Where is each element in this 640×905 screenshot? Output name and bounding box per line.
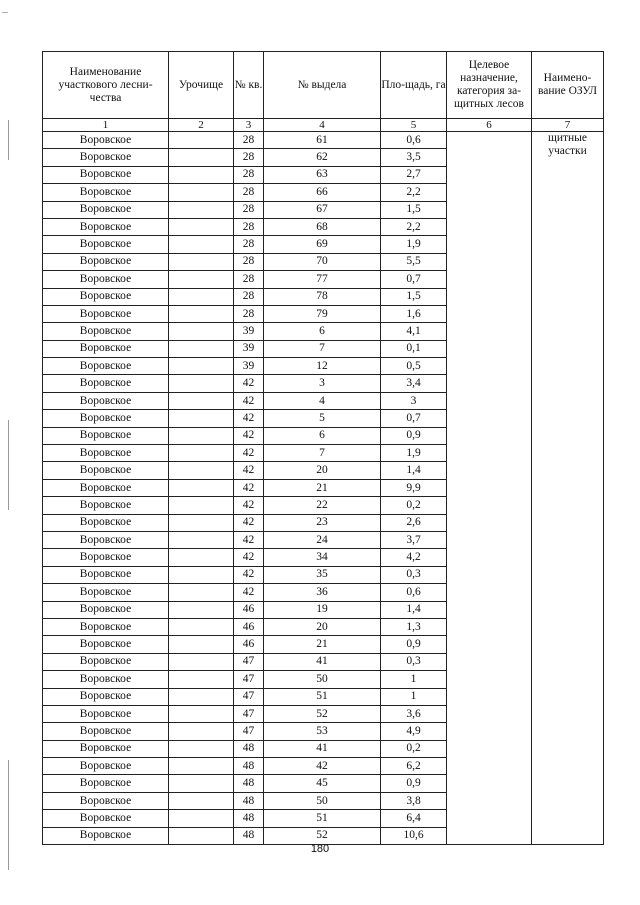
column-number: 6: [447, 119, 532, 132]
area-cell: 3,5: [381, 149, 447, 166]
area-cell: 3,7: [381, 531, 447, 548]
forestry-cell: Воровское: [43, 514, 169, 531]
forestry-cell: Воровское: [43, 392, 169, 409]
forestry-cell: Воровское: [43, 723, 169, 740]
area-cell: 4,9: [381, 723, 447, 740]
plot-number-cell: 24: [264, 531, 381, 548]
quarter-cell: 48: [234, 740, 264, 757]
area-cell: 0,2: [381, 497, 447, 514]
area-cell: 3,4: [381, 375, 447, 392]
quarter-cell: 48: [234, 792, 264, 809]
forestry-cell: Воровское: [43, 166, 169, 183]
area-cell: 0,2: [381, 740, 447, 757]
quarter-cell: 28: [234, 149, 264, 166]
quarter-cell: 46: [234, 618, 264, 635]
tract-cell: [169, 375, 234, 392]
forestry-cell: Воровское: [43, 271, 169, 288]
tract-cell: [169, 218, 234, 235]
tract-cell: [169, 445, 234, 462]
plot-number-cell: 41: [264, 653, 381, 670]
forestry-cell: Воровское: [43, 636, 169, 653]
tract-cell: [169, 253, 234, 270]
area-cell: 2,2: [381, 218, 447, 235]
quarter-cell: 48: [234, 775, 264, 792]
plot-number-cell: 7: [264, 445, 381, 462]
plot-number-cell: 52: [264, 705, 381, 722]
tract-cell: [169, 410, 234, 427]
tract-cell: [169, 514, 234, 531]
tract-cell: [169, 810, 234, 827]
area-cell: 3: [381, 392, 447, 409]
quarter-cell: 42: [234, 479, 264, 496]
scan-artifact-left: [8, 420, 9, 510]
plot-number-cell: 5: [264, 410, 381, 427]
forestry-cell: Воровское: [43, 236, 169, 253]
tract-cell: [169, 758, 234, 775]
column-number-row: [43, 119, 604, 132]
area-cell: 0,6: [381, 584, 447, 601]
forestry-cell: Воровское: [43, 671, 169, 688]
area-cell: 4,2: [381, 549, 447, 566]
header-plot-number: № выдела: [264, 52, 381, 119]
forestry-cell: Воровское: [43, 305, 169, 322]
quarter-cell: 42: [234, 531, 264, 548]
plot-number-cell: 45: [264, 775, 381, 792]
column-number: 1: [43, 119, 169, 132]
quarter-cell: 42: [234, 410, 264, 427]
plot-number-cell: 7: [264, 340, 381, 357]
quarter-cell: 28: [234, 236, 264, 253]
tract-cell: [169, 392, 234, 409]
quarter-cell: 39: [234, 340, 264, 357]
forestry-cell: Воровское: [43, 549, 169, 566]
plot-number-cell: 51: [264, 810, 381, 827]
tract-cell: [169, 184, 234, 201]
header-purpose-category: Целевое назначение, категория за-щитных лесов: [447, 52, 532, 119]
forestry-cell: Воровское: [43, 618, 169, 635]
forestry-cell: Воровское: [43, 566, 169, 583]
quarter-cell: 42: [234, 497, 264, 514]
forestry-cell: Воровское: [43, 445, 169, 462]
tract-cell: [169, 132, 234, 149]
quarter-cell: 47: [234, 705, 264, 722]
tract-cell: [169, 531, 234, 548]
quarter-cell: 48: [234, 827, 264, 844]
scan-artifact-top: [2, 12, 8, 13]
plot-number-cell: 21: [264, 479, 381, 496]
plot-number-cell: 70: [264, 253, 381, 270]
page-number: 180: [310, 843, 330, 855]
quarter-cell: 28: [234, 132, 264, 149]
tract-cell: [169, 827, 234, 844]
forestry-cell: Воровское: [43, 358, 169, 375]
plot-number-cell: 67: [264, 201, 381, 218]
quarter-cell: 48: [234, 758, 264, 775]
area-cell: 1,3: [381, 618, 447, 635]
tract-cell: [169, 166, 234, 183]
column-number: 7: [532, 119, 604, 132]
plot-number-cell: 21: [264, 636, 381, 653]
tract-cell: [169, 323, 234, 340]
tract-cell: [169, 671, 234, 688]
quarter-cell: 28: [234, 184, 264, 201]
plot-number-cell: 4: [264, 392, 381, 409]
plot-number-cell: 66: [264, 184, 381, 201]
tract-cell: [169, 271, 234, 288]
area-cell: 0,7: [381, 271, 447, 288]
quarter-cell: 47: [234, 671, 264, 688]
tract-cell: [169, 723, 234, 740]
area-cell: 0,9: [381, 636, 447, 653]
plot-number-cell: 79: [264, 305, 381, 322]
forestry-cell: Воровское: [43, 740, 169, 757]
tract-cell: [169, 340, 234, 357]
plot-number-cell: 63: [264, 166, 381, 183]
quarter-cell: 39: [234, 323, 264, 340]
forestry-cell: Воровское: [43, 201, 169, 218]
tract-cell: [169, 462, 234, 479]
area-cell: 1: [381, 671, 447, 688]
plot-number-cell: 52: [264, 827, 381, 844]
forest-plots-table: [42, 51, 604, 845]
forestry-cell: Воровское: [43, 340, 169, 357]
purpose-category-cell: [447, 132, 532, 845]
plot-number-cell: 50: [264, 671, 381, 688]
area-cell: 0,6: [381, 132, 447, 149]
plot-number-cell: 34: [264, 549, 381, 566]
column-number: 2: [169, 119, 234, 132]
quarter-cell: 47: [234, 688, 264, 705]
table-body: [43, 132, 604, 845]
area-cell: 1,9: [381, 236, 447, 253]
forestry-cell: Воровское: [43, 775, 169, 792]
quarter-cell: 46: [234, 636, 264, 653]
quarter-cell: 28: [234, 288, 264, 305]
area-cell: 1: [381, 688, 447, 705]
table-row: [43, 132, 604, 149]
tract-cell: [169, 792, 234, 809]
quarter-cell: 42: [234, 392, 264, 409]
area-cell: 1,4: [381, 601, 447, 618]
plot-number-cell: 41: [264, 740, 381, 757]
area-cell: 3,6: [381, 705, 447, 722]
forestry-cell: Воровское: [43, 653, 169, 670]
quarter-cell: 47: [234, 723, 264, 740]
area-cell: 2,6: [381, 514, 447, 531]
tract-cell: [169, 479, 234, 496]
area-cell: 6,4: [381, 810, 447, 827]
quarter-cell: 28: [234, 218, 264, 235]
forestry-cell: Воровское: [43, 688, 169, 705]
area-cell: 2,2: [381, 184, 447, 201]
area-cell: 1,6: [381, 305, 447, 322]
tract-cell: [169, 305, 234, 322]
forestry-cell: Воровское: [43, 149, 169, 166]
plot-number-cell: 42: [264, 758, 381, 775]
quarter-cell: 42: [234, 427, 264, 444]
tract-cell: [169, 584, 234, 601]
area-cell: 4,1: [381, 323, 447, 340]
forestry-cell: Воровское: [43, 462, 169, 479]
quarter-cell: 42: [234, 445, 264, 462]
quarter-cell: 28: [234, 201, 264, 218]
scan-artifact-left: [8, 120, 9, 160]
area-cell: 6,2: [381, 758, 447, 775]
tract-cell: [169, 688, 234, 705]
quarter-cell: 28: [234, 305, 264, 322]
forestry-cell: Воровское: [43, 584, 169, 601]
area-cell: 1,9: [381, 445, 447, 462]
tract-cell: [169, 288, 234, 305]
plot-number-cell: 19: [264, 601, 381, 618]
area-cell: 10,6: [381, 827, 447, 844]
tract-cell: [169, 236, 234, 253]
forestry-cell: Воровское: [43, 218, 169, 235]
tract-cell: [169, 653, 234, 670]
tract-cell: [169, 618, 234, 635]
header-ozul: Наимено-вание ОЗУЛ: [532, 52, 604, 119]
plot-number-cell: 77: [264, 271, 381, 288]
area-cell: 2,7: [381, 166, 447, 183]
forestry-cell: Воровское: [43, 705, 169, 722]
tract-cell: [169, 775, 234, 792]
forestry-cell: Воровское: [43, 531, 169, 548]
quarter-cell: 42: [234, 462, 264, 479]
quarter-cell: 28: [234, 166, 264, 183]
plot-number-cell: 20: [264, 462, 381, 479]
forestry-cell: Воровское: [43, 792, 169, 809]
forestry-cell: Воровское: [43, 132, 169, 149]
tract-cell: [169, 149, 234, 166]
plot-number-cell: 68: [264, 218, 381, 235]
forestry-cell: Воровское: [43, 375, 169, 392]
tract-cell: [169, 549, 234, 566]
forestry-cell: Воровское: [43, 410, 169, 427]
area-cell: 0,3: [381, 653, 447, 670]
quarter-cell: 42: [234, 549, 264, 566]
plot-number-cell: 62: [264, 149, 381, 166]
tract-cell: [169, 427, 234, 444]
area-cell: 3,8: [381, 792, 447, 809]
forestry-cell: Воровское: [43, 497, 169, 514]
area-cell: 0,3: [381, 566, 447, 583]
area-cell: 0,7: [381, 410, 447, 427]
area-cell: 0,1: [381, 340, 447, 357]
forestry-cell: Воровское: [43, 288, 169, 305]
column-number: 4: [264, 119, 381, 132]
plot-number-cell: 78: [264, 288, 381, 305]
plot-number-cell: 61: [264, 132, 381, 149]
header-quarter: № кв.: [234, 52, 264, 119]
tract-cell: [169, 566, 234, 583]
quarter-cell: 42: [234, 566, 264, 583]
quarter-cell: 42: [234, 514, 264, 531]
forestry-cell: Воровское: [43, 479, 169, 496]
plot-number-cell: 23: [264, 514, 381, 531]
header-tract: Урочище: [169, 52, 234, 119]
forestry-cell: Воровское: [43, 827, 169, 844]
forestry-cell: Воровское: [43, 427, 169, 444]
header-forestry: Наименование участкового лесни-чества: [43, 52, 169, 119]
forestry-cell: Воровское: [43, 323, 169, 340]
area-cell: 9,9: [381, 479, 447, 496]
tract-cell: [169, 740, 234, 757]
area-cell: 0,5: [381, 358, 447, 375]
area-cell: 1,5: [381, 288, 447, 305]
quarter-cell: 48: [234, 810, 264, 827]
ozul-cell: щитные участки: [532, 132, 604, 845]
forestry-cell: Воровское: [43, 253, 169, 270]
plot-number-cell: 12: [264, 358, 381, 375]
plot-number-cell: 53: [264, 723, 381, 740]
plot-number-cell: 69: [264, 236, 381, 253]
header-area: Пло-щадь, га: [381, 52, 447, 119]
header-row: [43, 52, 604, 119]
tract-cell: [169, 705, 234, 722]
plot-number-cell: 35: [264, 566, 381, 583]
plot-number-cell: 22: [264, 497, 381, 514]
quarter-cell: 42: [234, 584, 264, 601]
quarter-cell: 47: [234, 653, 264, 670]
column-number: 5: [381, 119, 447, 132]
tract-cell: [169, 601, 234, 618]
plot-number-cell: 50: [264, 792, 381, 809]
plot-number-cell: 6: [264, 427, 381, 444]
plot-number-cell: 36: [264, 584, 381, 601]
plot-number-cell: 20: [264, 618, 381, 635]
tract-cell: [169, 201, 234, 218]
forestry-cell: Воровское: [43, 601, 169, 618]
plot-number-cell: 3: [264, 375, 381, 392]
area-cell: 1,5: [381, 201, 447, 218]
quarter-cell: 28: [234, 253, 264, 270]
quarter-cell: 42: [234, 375, 264, 392]
quarter-cell: 46: [234, 601, 264, 618]
tract-cell: [169, 497, 234, 514]
forestry-cell: Воровское: [43, 184, 169, 201]
area-cell: 1,4: [381, 462, 447, 479]
area-cell: 0,9: [381, 427, 447, 444]
area-cell: 0,9: [381, 775, 447, 792]
area-cell: 5,5: [381, 253, 447, 270]
forestry-cell: Воровское: [43, 810, 169, 827]
column-number: 3: [234, 119, 264, 132]
tract-cell: [169, 636, 234, 653]
tract-cell: [169, 358, 234, 375]
plot-number-cell: 6: [264, 323, 381, 340]
forestry-cell: Воровское: [43, 758, 169, 775]
quarter-cell: 28: [234, 271, 264, 288]
plot-number-cell: 51: [264, 688, 381, 705]
quarter-cell: 39: [234, 358, 264, 375]
